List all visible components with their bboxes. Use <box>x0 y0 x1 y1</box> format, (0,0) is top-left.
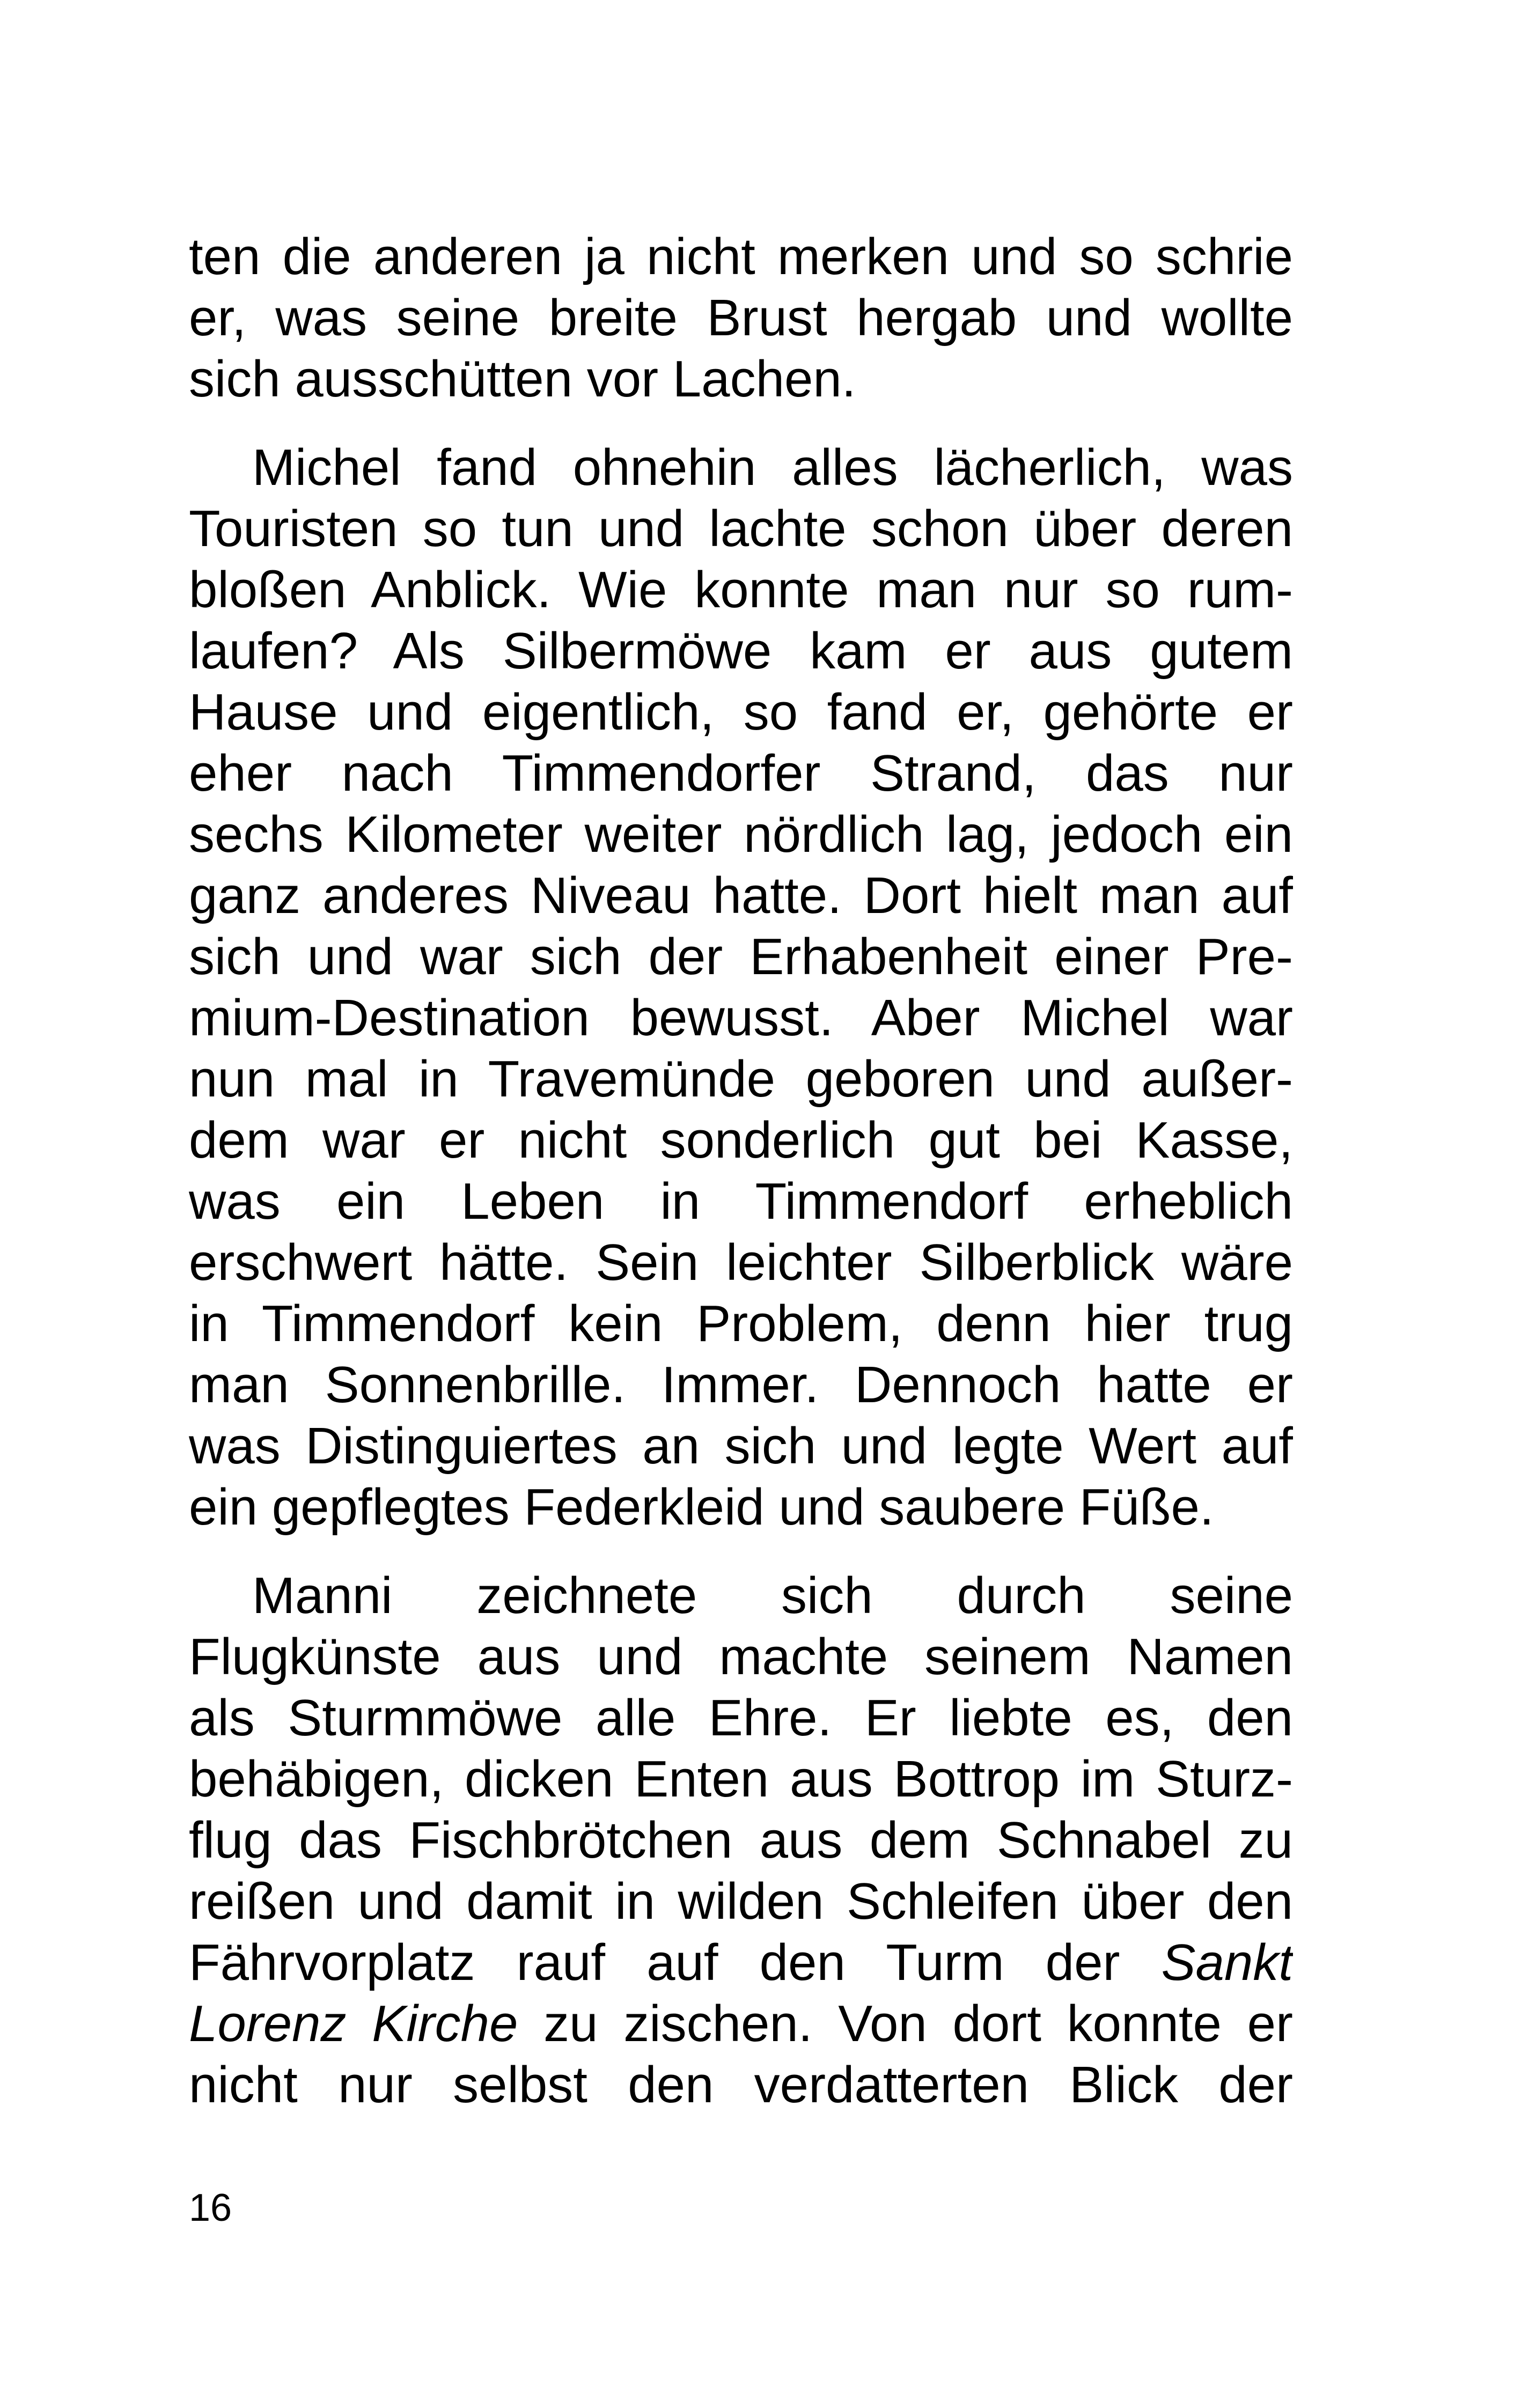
text-line: bloßen Anblick. Wie konnte man nur so rum- <box>189 561 1293 618</box>
text-line: eher nach Timmendorfer Strand, das nur <box>189 745 1293 802</box>
text-line: behäbigen, dicken Enten aus Bottrop im Sturz- <box>189 1750 1293 1808</box>
text-line: Michel fand ohnehin alles lächerlich, was <box>252 439 1293 496</box>
text-line: sechs Kilometer weiter nördlich lag, jedoch ein <box>189 806 1293 863</box>
text-segment: Fährvorplatz rauf auf den Turm der <box>189 1934 1162 1991</box>
text-line: flug das Fischbrötchen aus dem Schnabel zu <box>189 1811 1293 1869</box>
text-line: nun mal in Travemünde geboren und außer- <box>189 1050 1293 1108</box>
text-line: laufen? Als Silbermöwe kam er aus gutem <box>189 622 1293 680</box>
paragraph-3 <box>189 1565 1293 2116</box>
text-line: reißen und damit in wilden Schleifen über den <box>189 1873 1293 1930</box>
text-line: Flugkünste aus und machte seinem Namen <box>189 1628 1293 1685</box>
text-line: mium-Destination bewusst. Aber Michel war <box>189 989 1293 1047</box>
text-line: ein gepflegtes Federkleid und saubere Füße. <box>189 1478 1214 1536</box>
italic-church-name-part-1: Sankt <box>1161 1934 1293 1991</box>
text-line: ten die anderen ja nicht merken und so schrie <box>189 228 1293 285</box>
paragraph-2 <box>189 437 1293 1538</box>
text-line: dem war er nicht sonderlich gut bei Kasse, <box>189 1111 1293 1169</box>
text-line: nicht nur selbst den verdatterten Blick der <box>189 2056 1293 2114</box>
page-number: 16 <box>189 2186 232 2229</box>
text-line: sich ausschütten vor Lachen. <box>189 350 856 408</box>
text-line: Touristen so tun und lachte schon über deren <box>189 500 1293 557</box>
text-line: man Sonnenbrille. Immer. Dennoch hatte er <box>189 1356 1293 1413</box>
italic-church-name-part-2: Lorenz Kirche <box>189 1995 518 2052</box>
text-line: er, was seine breite Brust hergab und wollte <box>189 289 1293 347</box>
text-line-with-italic <box>189 1932 1293 1993</box>
body-text <box>189 226 1293 2116</box>
text-line: Manni zeichnete sich durch seine <box>252 1567 1293 1624</box>
text-line: Hause und eigentlich, so fand er, gehörte er <box>189 683 1293 741</box>
text-line: in Timmendorf kein Problem, denn hier trug <box>189 1295 1293 1352</box>
text-segment: zu zischen. Von dort konnte er <box>518 1995 1293 2052</box>
text-line: was ein Leben in Timmendorf erheblich <box>189 1173 1293 1230</box>
text-line: was Distinguiertes an sich und legte Wert auf <box>189 1417 1293 1475</box>
text-line-with-italic <box>189 1993 1293 2054</box>
text-line: sich und war sich der Erhabenheit einer Pre- <box>189 928 1293 985</box>
text-line: ganz anderes Niveau hatte. Dort hielt man auf <box>189 867 1293 924</box>
text-line: erschwert hätte. Sein leichter Silberblick wäre <box>189 1234 1293 1291</box>
paragraph-1 <box>189 226 1293 410</box>
text-line: als Sturmmöwe alle Ehre. Er liebte es, den <box>189 1689 1293 1747</box>
